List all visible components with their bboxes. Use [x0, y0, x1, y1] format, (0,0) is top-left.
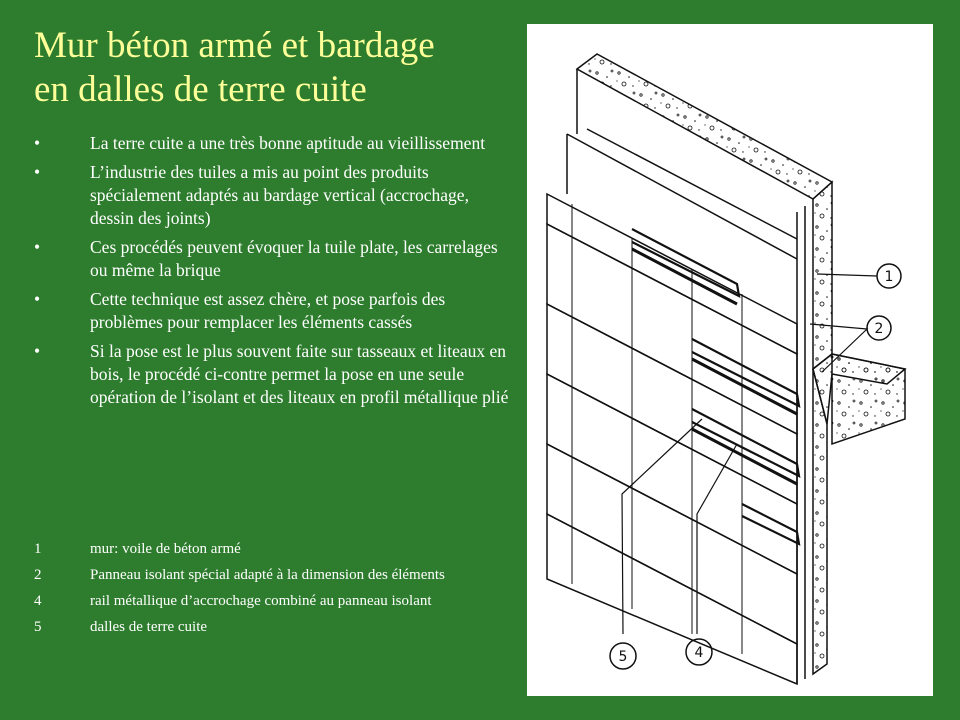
- leader-5: [622, 419, 702, 634]
- label-1: 1: [884, 269, 894, 285]
- bullet-item: • L’industrie des tuiles a mis au point des produits spécialement adaptés au bardage vertical (accrochage, dessin des joints): [34, 162, 469, 228]
- bullet-item: • Si la pose est le plus souvent faite sur tasseaux et liteaux en bois, le procédé ci-contre permet la pose en une seule opération de l’isolant et des liteaux en profil métallique plié: [34, 341, 509, 407]
- legend-number: 2: [34, 567, 42, 583]
- legend-number: 1: [34, 541, 42, 557]
- wall-lower-section: [813, 369, 827, 674]
- legend-item: [34, 592, 514, 611]
- legend-number: 5: [34, 619, 42, 635]
- label-4: 4: [694, 645, 704, 661]
- legend-number: 4: [34, 593, 42, 609]
- legend-text: rail métallique d’accrochage combiné au panneau isolant: [90, 593, 432, 609]
- metal-rails: [632, 229, 799, 544]
- bullet-dot: •: [34, 237, 41, 257]
- technical-drawing: [527, 24, 933, 696]
- wall-section: [813, 182, 832, 369]
- legend-text: dalles de terre cuite: [90, 619, 208, 635]
- bullet-dot: •: [34, 133, 41, 153]
- legend-item: [34, 618, 514, 637]
- legend-text: mur: voile de béton armé: [90, 541, 241, 557]
- bullet-dot: •: [34, 289, 41, 309]
- bullet-item: • La terre cuite a une très bonne aptitude au vieillissement: [34, 133, 486, 153]
- slide-title: [34, 24, 524, 112]
- legend-item: [34, 540, 514, 559]
- bullet-item: • Ces procédés peuvent évoquer la tuile plate, les carrelages ou même la brique: [34, 237, 498, 280]
- wall-cladding-drawing: [527, 24, 933, 696]
- title-line-2: en dalles de terre cuite: [34, 69, 367, 110]
- bullet-dot: •: [34, 341, 41, 361]
- label-2: 2: [874, 321, 884, 337]
- legend-list: [34, 540, 514, 644]
- bullet-list: [34, 132, 514, 415]
- legend-item: [34, 566, 514, 585]
- drawing-linework: [547, 54, 905, 684]
- bullet-item: • Cette technique est assez chère, et pose parfois des problèmes pour remplacer les éléments cassés: [34, 289, 446, 332]
- bullet-dot: •: [34, 162, 41, 182]
- wall-top-face: [577, 54, 832, 199]
- legend-text: Panneau isolant spécial adapté à la dimension des éléments: [90, 567, 445, 583]
- tile-courses: [547, 129, 797, 684]
- title-line-1: Mur béton armé et bardage: [34, 25, 435, 66]
- label-5: 5: [618, 649, 628, 665]
- vertical-joints: [572, 204, 742, 654]
- leader-lines: [622, 274, 877, 634]
